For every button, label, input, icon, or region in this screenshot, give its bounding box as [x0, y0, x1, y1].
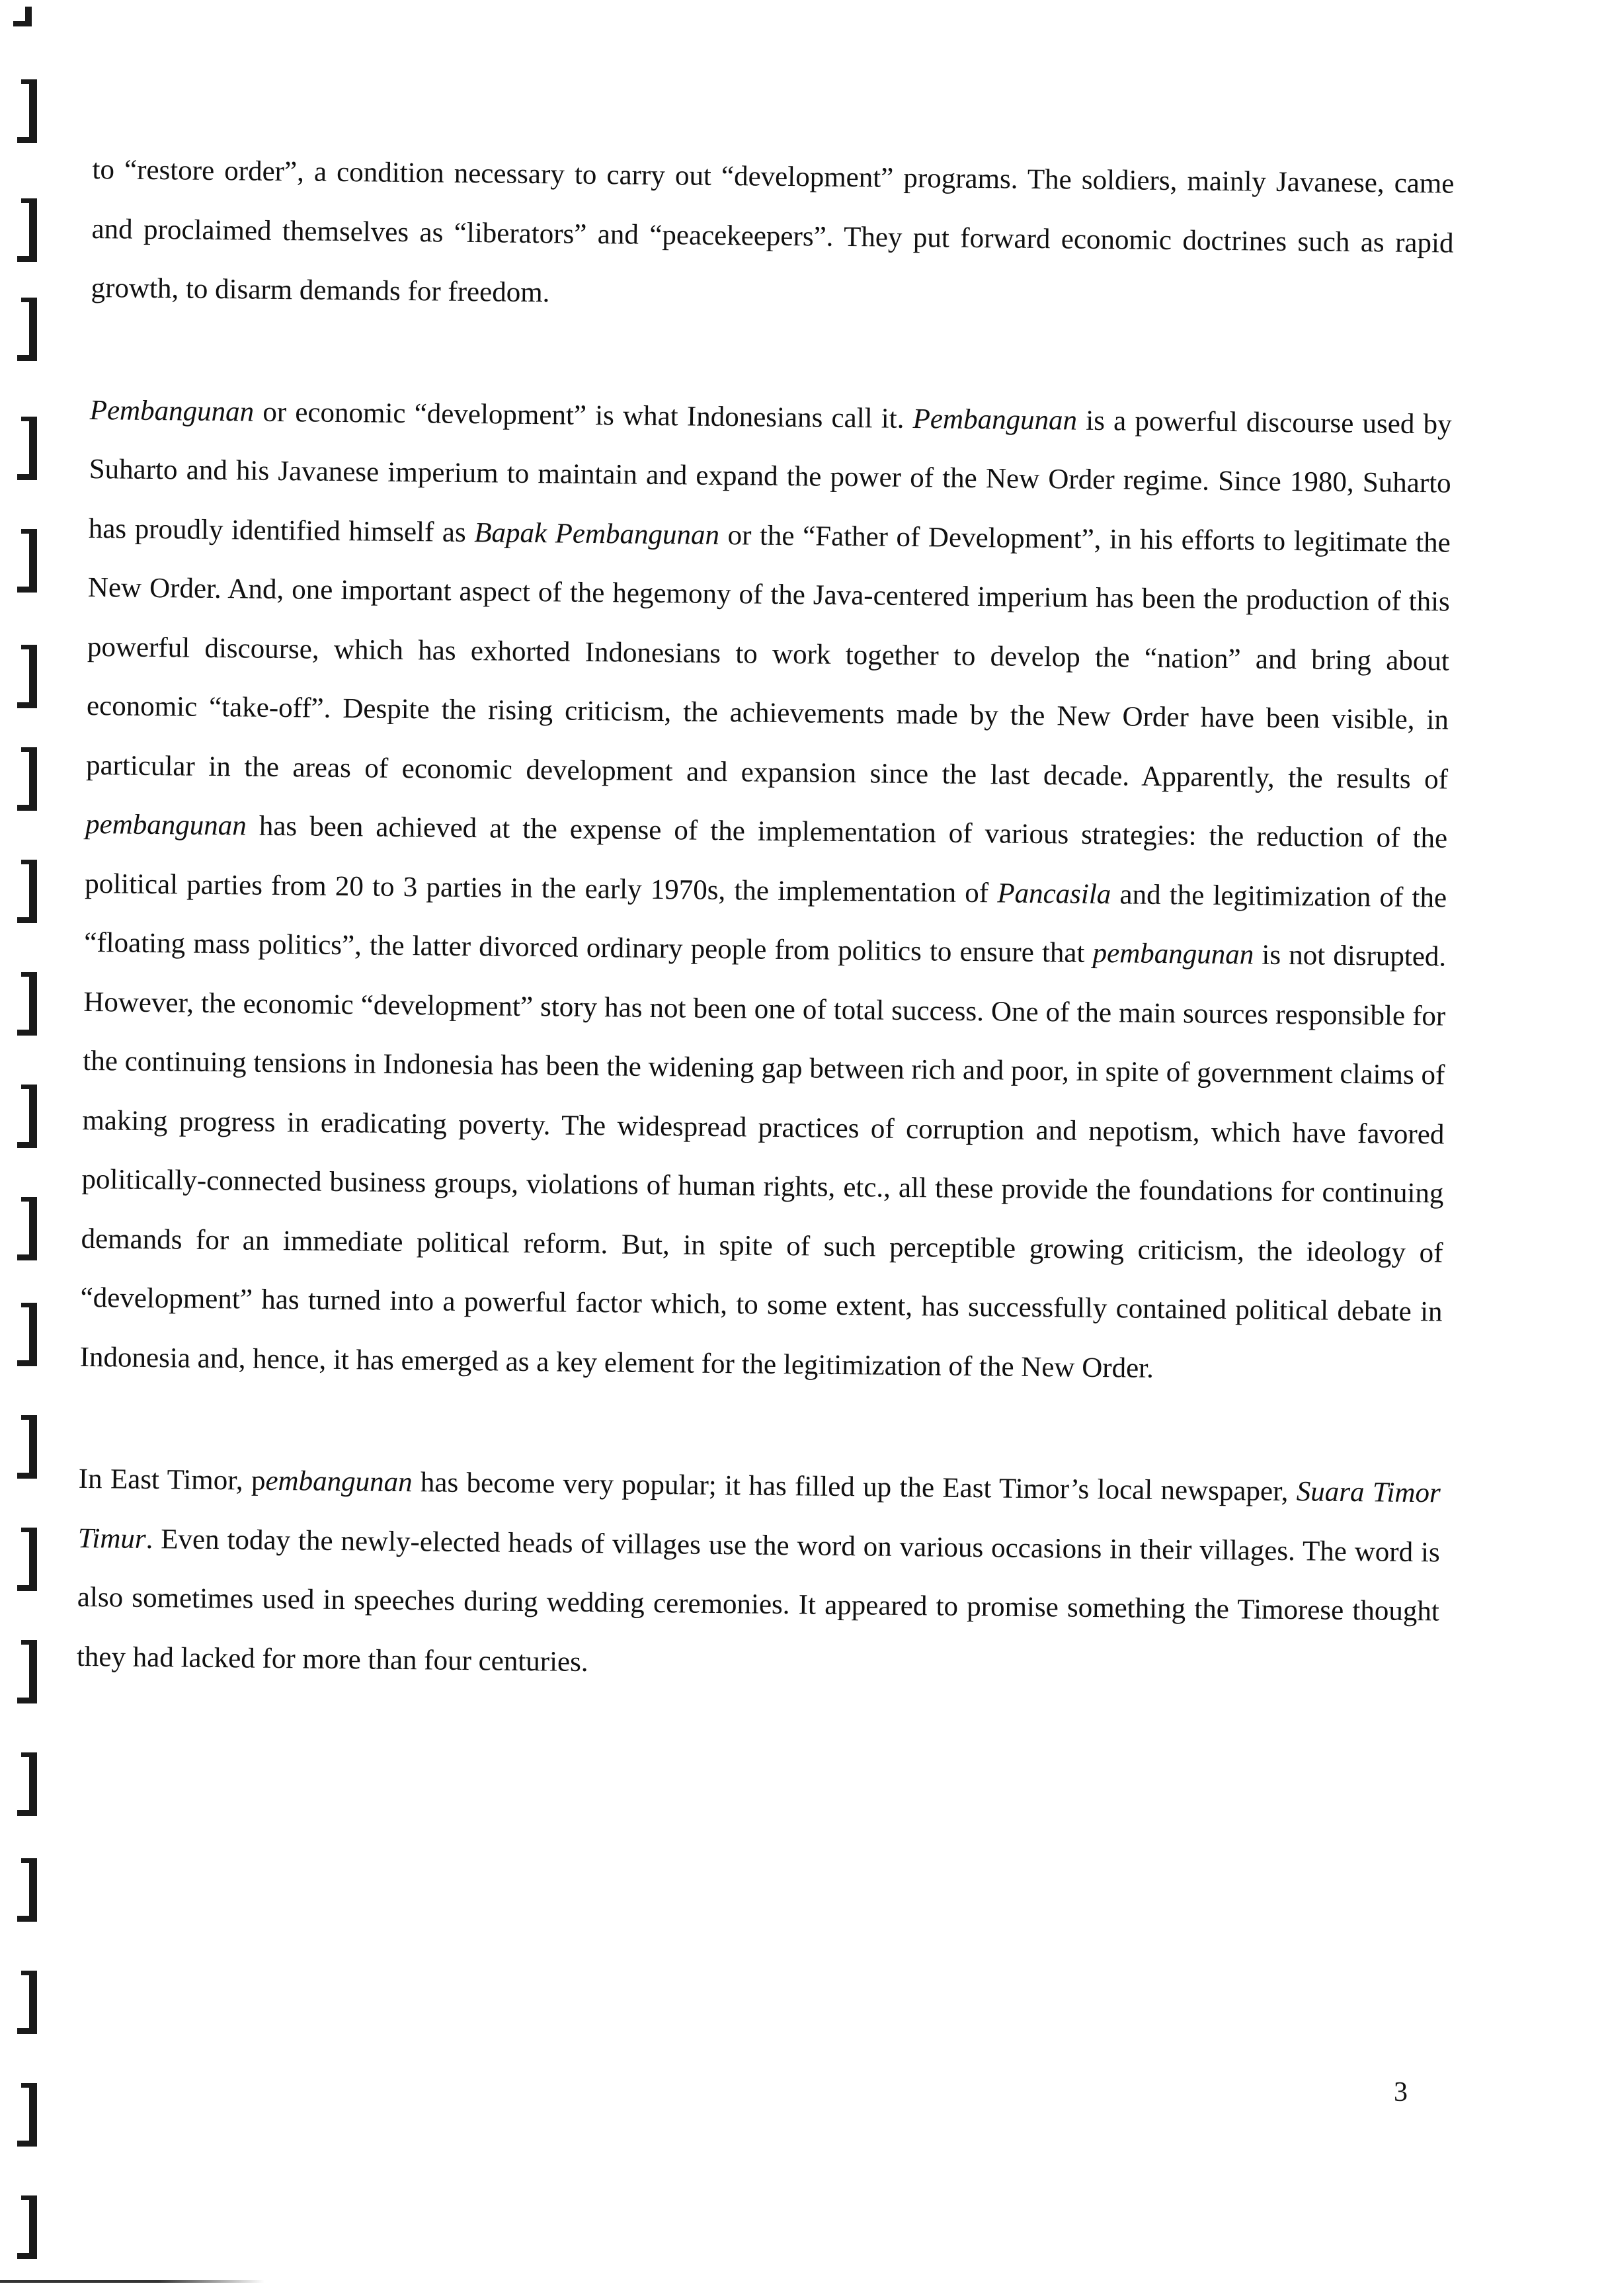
binding-bracket — [15, 860, 41, 923]
binding-bracket — [15, 972, 41, 1036]
binding-bracket — [15, 79, 41, 143]
text-run: and the legitimization of the “floating mass politics”, the latter divorced ordinary people from politics to ensure that — [84, 878, 1447, 969]
corner-mark — [7, 7, 33, 26]
binding-bracket — [15, 1415, 41, 1479]
italic-text: pembangunan — [1092, 937, 1254, 971]
text-run: is not disrupted. However, the economic “development” story has not been one of total success. One of the main sources responsible for the continuing tensions in Indonesia has been the widening gap between rich and poor, in spite of government claims of making progress in eradicating poverty. The widespread practices of corruption and nepotism, which have favored politically-connected business groups, violations of human rights, etc., all these provide the foundations for continuing demands for an immediate political reform. But, in spite of such perceptible growing criticism, the ideology of “development” has turned into a powerful factor which, to some extent, has successfully contained political debate in Indonesia and, hence, it has emerged as a key element for the legitimization of the New Order. — [79, 939, 1447, 1384]
binding-bracket — [15, 1971, 41, 2034]
binding-bracket — [15, 529, 41, 593]
text-run: In East Timor, p — [78, 1463, 266, 1496]
binding-bracket — [15, 1640, 41, 1703]
binding-bracket — [15, 1197, 41, 1260]
italic-text: Bapak Pembangunan — [474, 516, 720, 551]
text-run: has been achieved at the expense of the implementation of various strategies: the reduction of the political parties from 20 to 3 parties in the early 1970s, the implementation of — [84, 810, 1448, 909]
binding-bracket — [15, 747, 41, 811]
binding-bracket — [15, 2083, 41, 2147]
binding-bracket — [15, 645, 41, 708]
binding-bracket — [15, 417, 41, 480]
binding-bracket — [15, 1303, 41, 1366]
binding-bracket — [15, 2195, 41, 2259]
binding-bracket — [15, 1085, 41, 1148]
body-text — [76, 140, 1455, 1763]
paragraph — [77, 1450, 1441, 1701]
binding-marks — [0, 0, 60, 2296]
italic-text: Pancasila — [997, 877, 1111, 910]
text-run: . Even today the newly-elected heads of villages use the word on various occasions in their villages. The word is also sometimes used in speeches during wedding ceremonies. It appeared to promise something the Timorese thought they had lacked for more than four centuries. — [76, 1523, 1440, 1678]
page-number: 3 — [1394, 2077, 1408, 2108]
text-run: to “restore order”, a condition necessary to carry out “development” programs. The soldiers, mainly Javanese, came and proclaimed themselves as “liberators” and “peacekeepers”. They put forward economic doctrines such as rapid growth, to disarm demands for freedom. — [91, 153, 1455, 309]
binding-bracket — [15, 198, 41, 262]
binding-bracket — [15, 298, 41, 361]
text-run: has become very popular; it has filled up the East Timor’s local newspaper, — [412, 1467, 1297, 1508]
text-run: or economic “development” is what Indonesians call it. — [253, 396, 913, 434]
italic-text: Suara Timor Timur — [77, 1476, 1441, 1555]
italic-text: Pembangunan — [89, 394, 255, 428]
paragraph — [91, 140, 1455, 332]
italic-text: embangunan — [265, 1465, 413, 1498]
paragraph — [79, 380, 1452, 1401]
binding-bracket — [15, 1858, 41, 1922]
italic-text: Pembangunan — [912, 403, 1078, 436]
binding-bracket — [15, 1752, 41, 1816]
italic-text: pembangunan — [85, 808, 247, 842]
bottom-rule — [0, 2280, 264, 2283]
text-run: is a powerful discourse used by Suharto and his Javanese imperium to maintain and expand the power of the New Order regime. Since 1980, Suharto has proudly identified himself as — [88, 405, 1452, 548]
binding-bracket — [15, 1528, 41, 1591]
text-run: or the “Father of Development”, in his efforts to legitimate the New Order. And, one important aspect of the hegemony of the Java-centered imperium has been the production of this powerful discourse, which has exhorted Indonesians to work together to develop the “nation” and bring about economic “take-off”. Despite the rising criticism, the achievements made by the New Order have been visible, in particular in the areas of economic development and expansion since the last decade. Apparently, the results of — [85, 519, 1451, 796]
